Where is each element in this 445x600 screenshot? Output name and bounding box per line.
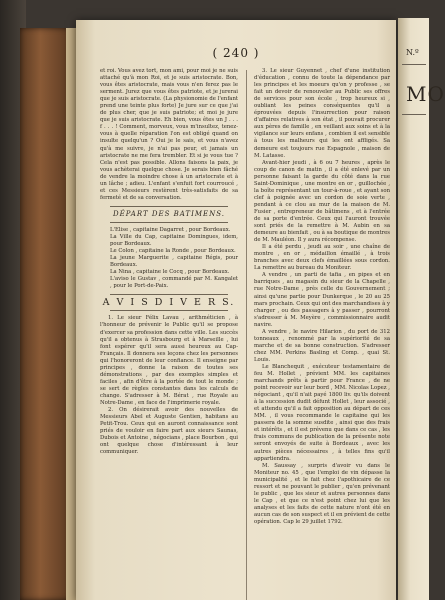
article-continuation: et roi. Vous avez tort, mon ami, pour moi je ne suis attaché qu'à mon Roi, et je suis aristocrate. Bon, vous êtes aristocrate, mais vous n'en ferez pas le serment. Jurez que vous êtes patriote, et je jurerai que je suis aristocrate. (La physionomie de l'enfant prend une teinte plus forte) Je jure sur ce que j'ai de plus cher, que je suis patriote; et moi je jure que je suis aristocrate. Eh bien, vous êtes un J . . . f . . . ! Comment, morveux, vous m'insultez, tenez-vous à quelle réparation l'on est obligé quand on insulte quelqu'un ? Oui je le sais, et vous n'avez qu'à me suivre, je n'ai pas peur, et jamais un aristocrate ne me fera trembler. Et si je vous tue ? Cela n'est pas possible. Allons faisons la paix, je vous achèterai quelque chose. Je serais bien fâché de vendre la moindre chose à un aristocrate et à un lâche ; adieu. L'enfant s'enfuit fort courroucé , et ces Messieurs restèrent très-satisfaits de sa fermeté et de sa conversation. [100, 68, 238, 201]
divider [110, 222, 228, 223]
page-number: ( 240 ) [212, 46, 260, 60]
notice-paragraph: 1. Le sieur Félix Lavau , arithméticien , à l'honneur de prévenir le Public qu'il se propose d'exercer sa profession dans cette ville. Les succès qu'il a obtenus à Strasbourg et à Marseille , lui font espérer qu'il sera aussi heureux au Cap-Français. Il donnera ses leçons chez les personnes qui l'honoreront de leur confiance. Il enseigne par principes , donne la raison de toutes ses démonstrations , par des exemples simples et faciles , afin d'être à la portée de tout le monde ; se sert de règles constantes dans les calculs de change. S'adresser à M. Bérat , rue Royale au Notre-Dame , en face de l'imprimerie royale. [100, 315, 238, 406]
divider [110, 294, 228, 295]
facing-page-number: N.º [406, 48, 419, 57]
left-column [100, 68, 238, 456]
ship-entry: La Nina , capitaine le Cocq , pour Bordeaux. [110, 269, 230, 276]
notice-paragraph: A vendre , le navire Hilarion , du port de 312 tonneaux , renommé par la supériorité de sa marche et de sa bonne construction. S'adresser chez MM. Perkins Basling et Comp. , quai St. Louis. [254, 328, 390, 363]
ship-entry: L'Elise , capitaine Dagarret , pour Bordeaux. [110, 226, 231, 233]
notice-paragraph: Le Blanchequit , exécuteur testamentaire de feu M. Hollet , prévient MM. les capitaines marchands prêts à partir pour France , de ne point recevoir sur leur bord , MM. Nicolas Lopez , négociant , qu'il n'ait payé 1800 liv. qu'ils doivent à la succession dudit défunt Hollet , leur associé , et attendu qu'il a fait opposition au départ de ces MM. , il vous recommande le capitaine qui les passera de la somme susdite , ainsi que des frais et intérêts , et il est prévenu que dans ce cas , les frais communs de publication de la présente note seront envoyés de suite à Bordeaux , avec les autres pièces nécessaires , à telles fins qu'il appartiendra. [254, 363, 390, 462]
divider [110, 310, 228, 311]
book-page [76, 20, 396, 600]
notice-paragraph: 2. On désirerait avoir des nouvelles de Messieurs Abel et Auguste Gentien, habitans au Petit-Trou. Ceux qui en auront connaissance sont priés de vouloir en faire part aux sieurs Saunas, Dubois et Antoine , négocians , place Bourbon , qui ont quelque chose d'intéressant à leur communiquer. [100, 407, 238, 456]
ship-entry: La jeune Marguerite , capitaine Régis, pour Bordeaux. [110, 255, 238, 269]
notice-paragraph: Il a été perdu , jeudi au soir , une chaîne de montre , en or , médaillon émaillé , à trois branches avec deux clefs émaillées sous cordon. La remettre au bureau du Moniteur. [254, 244, 390, 272]
notices-heading: A V I S D I V E R S. [102, 297, 236, 309]
facing-page-title: MO [406, 82, 445, 106]
ship-entry: L'aviso le Gustav , commandé par M. Kangalet , pour le Port-de-Paix. [110, 276, 238, 290]
facing-page-edge [398, 18, 445, 600]
departures-heading: DÉPART DES BATIMENS. [112, 209, 226, 218]
notice-paragraph: M. Saussay , surpris d'avoir vu dans le Moniteur no. 45 , que l'emploi de vin dépasse la municipalité , et le fait chez l'apothicaire de ce ressort et ne pouvant le publier , qu'en prévenant le public , que les sieur et autres personnes dans le Cap , et que ce n'est point chez lui que les analyses et les faits de cette nature n'ont été en aucun cas de son suspect et il en prévient de cette opération. Cap le 29 juillet 1792. [254, 462, 390, 525]
divider [110, 206, 228, 207]
notice-paragraph: 3. Le sieur Guyennet , chef d'une institution d'éducation , connu de toute la dépendance par les principes et les moeurs qu'on y professe , se fait un devoir de renouveler au Public ses offres de services pour son école , trop heureux si , oubliant les peines conséquentes qu'il a éprouvées depuis l'insurrection pour raison d'affaires relatives à son état , il pouvait procurer aux pères de famille , en veillant aux soins et à la vigilance sur leurs enfans , combien il est sensible à tous les malheurs qui les ont affligés. Sa demeure est toujours rue Espagnole , maison de M. Latasse. [254, 68, 390, 159]
column-rule [246, 70, 247, 600]
divider [402, 114, 426, 115]
right-column [254, 68, 390, 526]
notice-paragraph: Avant-hier jeudi , à 6 ou 7 heures , après le coup de canon de matin , il a été enlevé par un personne faisant la garde du côté dans la rue Saint-Dominique , une montre en or , guillochée , la boîte représentant un tour-à-roue , et ayant son clef à poignée avec un cordon de soie verte , pendant à ce clou au mur de la maison de M. Fusier , entrepreneur de bâtimens , et à l'entrée de sa porte d'entrée. Ceux qui l'auront trouvée sont priés de la remettre à M. Aubin en sa demeure au bienfait , ou à sa boutique de montres de M. Mauléon. Il y aura récompense. [254, 159, 390, 244]
divider [402, 64, 426, 65]
ship-entry: La Ville du Cap, capitaine Domingues, idem, pour Bordeaux. [110, 233, 238, 248]
ship-entry: Le Colon , capitaine la Ronde , pour Bordeaux. [110, 248, 236, 255]
notice-paragraph: A vendre , un parti de tafia , en pipes et en barriques , au magasin du sieur de la Chapelle , rue Notre-Dame , près celle du Gouvernement ; ainsi qu'une partie pour Dunkerque , le 20 au 25 mars prochain. Ceux qui ont des marchandises à y charger , ou des passagers à y passer , pourront s'adresser à M. Meyère , commissionnaire audit navire. [254, 272, 390, 328]
